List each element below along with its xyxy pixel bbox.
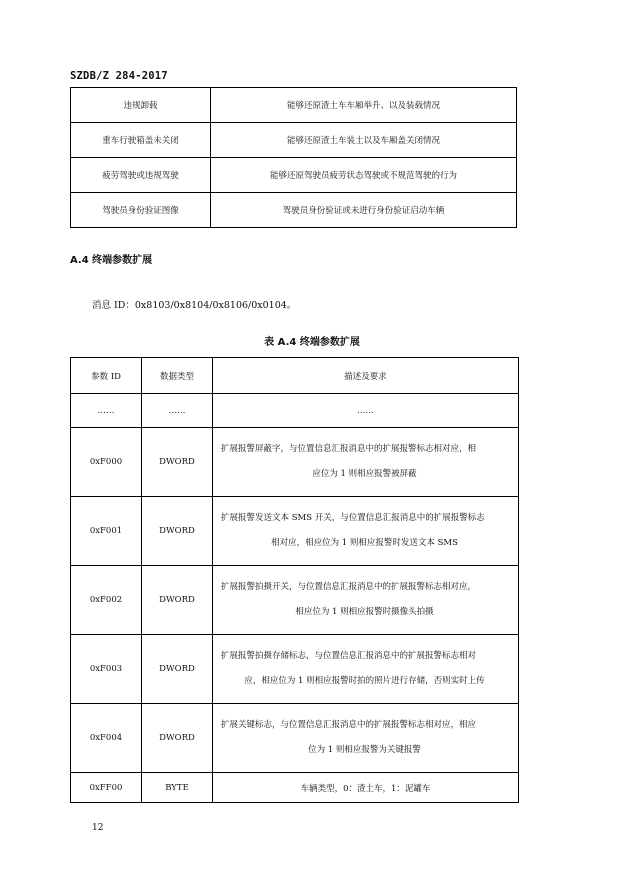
section-heading: A.4 终端参数扩展 [70, 255, 153, 266]
desc-line-2: 相对应，相应位为 1 则相应报警时发送文本 SMS [271, 538, 458, 548]
table-row [71, 193, 517, 228]
cell-id: 0xF002 [71, 566, 142, 635]
cell-type: DWORD [142, 497, 213, 566]
table-row [71, 566, 519, 635]
cell-type: …… [142, 394, 213, 428]
table-row [71, 497, 519, 566]
cell-desc: 驾驶员身份验证或未进行身份验证启动车辆 [211, 193, 517, 228]
message-id-paragraph: 消息 ID：0x8103/0x8104/0x8106/0x0104。 [92, 300, 297, 311]
table-row [71, 773, 519, 803]
header-param-id: 参数 ID [71, 358, 142, 394]
table-row [71, 158, 517, 193]
cell-desc [213, 428, 519, 497]
cell-type: DWORD [142, 704, 213, 773]
desc-line-1: 扩展报警拍摄存储标志，与位置信息汇报消息中的扩展报警标志相对 [221, 651, 477, 661]
table-caption: 表 A.4 终端参数扩展 [264, 337, 360, 348]
cell-type: BYTE [142, 773, 213, 803]
cell-name: 疲劳驾驶或违规驾驶 [71, 158, 211, 193]
page-number: 12 [92, 823, 104, 833]
cell-desc: 能够还原渣土车装土以及车厢盖关闭情况 [211, 123, 517, 158]
table-row [71, 88, 517, 123]
desc-line-1: 扩展报警发送文本 SMS 开关，与位置信息汇报消息中的扩展报警标志 [221, 513, 485, 523]
header-description: 描述及要求 [213, 358, 519, 394]
cell-desc [213, 566, 519, 635]
desc-line-1: 扩展关键标志，与位置信息汇报消息中的扩展报警标志相对应，相应 [221, 720, 477, 730]
desc-line-2: 应位为 1 则相应报警被屏蔽 [312, 469, 417, 479]
table-row [71, 428, 519, 497]
table-video-restore [70, 87, 517, 228]
cell-id: 0xF003 [71, 635, 142, 704]
cell-desc: 能够还原渣土车车厢举升、以及装载情况 [211, 88, 517, 123]
cell-id: 0xFF00 [71, 773, 142, 803]
cell-desc [213, 497, 519, 566]
table-terminal-params [70, 357, 519, 803]
table-row-ellipsis [71, 394, 519, 428]
cell-name: 驾驶员身份验证图像 [71, 193, 211, 228]
desc-line-2: 相应位为 1 则相应报警时摄像头拍摄 [295, 607, 434, 617]
table-row [71, 635, 519, 704]
cell-type: DWORD [142, 428, 213, 497]
table-row [71, 704, 519, 773]
desc-line-2: 位为 1 则相应报警为关键报警 [308, 745, 421, 755]
cell-type: DWORD [142, 635, 213, 704]
cell-id: 0xF001 [71, 497, 142, 566]
table-row [71, 123, 517, 158]
cell-name: 违规卸载 [71, 88, 211, 123]
cell-desc: …… [213, 394, 519, 428]
cell-id: …… [71, 394, 142, 428]
cell-type: DWORD [142, 566, 213, 635]
cell-desc [213, 635, 519, 704]
desc-line-1: 扩展报警屏蔽字，与位置信息汇报消息中的扩展报警标志相对应，相 [221, 444, 477, 454]
cell-desc [213, 704, 519, 773]
cell-name: 重车行驶箱盖未关闭 [71, 123, 211, 158]
cell-desc: 车辆类型，0：渣土车，1：泥罐车 [213, 773, 519, 803]
header-data-type: 数据类型 [142, 358, 213, 394]
desc-line-2: 应，相应位为 1 则相应报警时拍的照片进行存储，否则实时上传 [244, 676, 485, 686]
cell-id: 0xF000 [71, 428, 142, 497]
document-code: SZDB/Z 284-2017 [70, 70, 168, 82]
cell-id: 0xF004 [71, 704, 142, 773]
table-header-row [71, 358, 519, 394]
cell-desc: 能够还原驾驶员疲劳状态驾驶或不规范驾驶的行为 [211, 158, 517, 193]
desc-line-1: 扩展报警拍摄开关，与位置信息汇报消息中的扩展报警标志相对应， [221, 582, 477, 592]
